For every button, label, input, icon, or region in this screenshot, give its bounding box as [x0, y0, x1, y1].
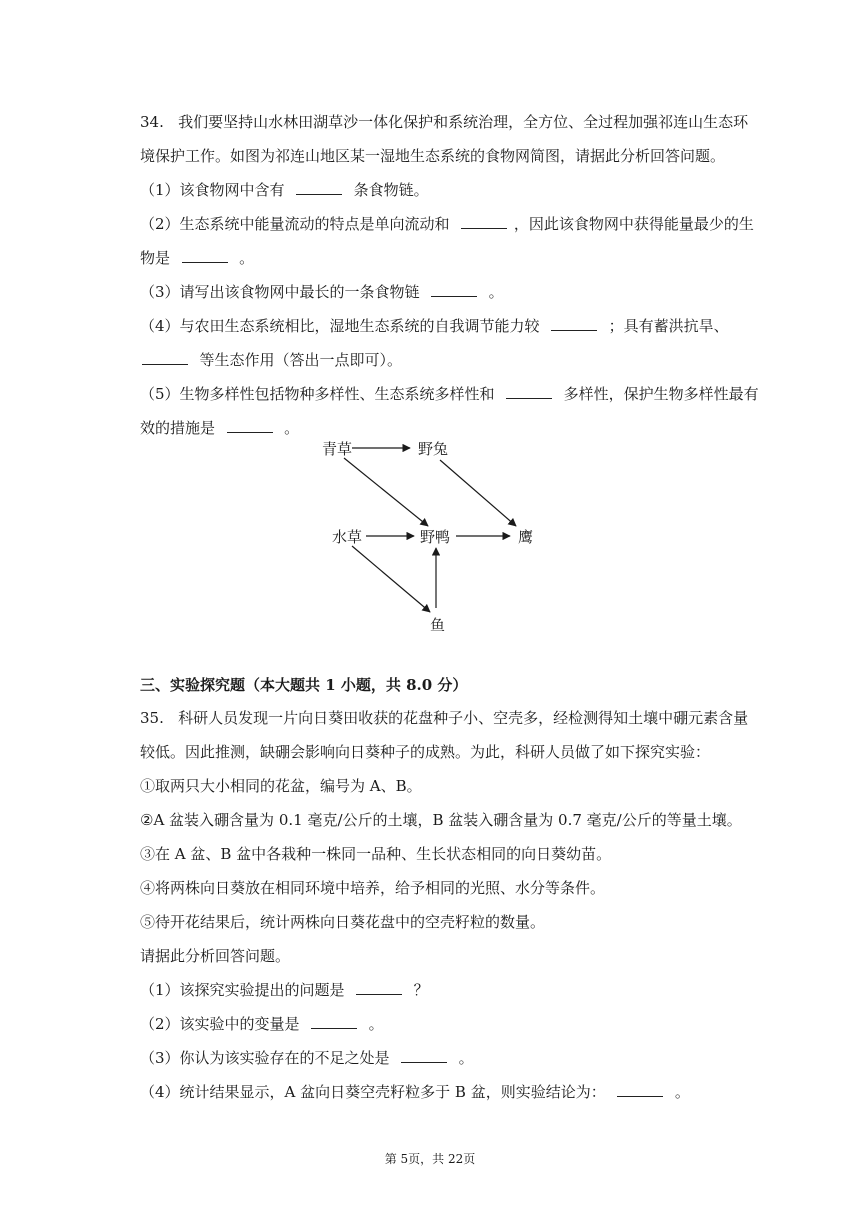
answer-blank: [617, 1082, 663, 1097]
node-yu: 鱼: [430, 616, 446, 634]
q35-part2-end: 。: [368, 1015, 384, 1033]
q35-number: 35.: [140, 709, 164, 727]
q35-ask: 请据此分析回答问题。: [140, 947, 291, 965]
q34-part3: [140, 282, 504, 302]
q34-part4-line2: [140, 350, 402, 370]
q35-part3-text: （3）你认为该实验存在的不足之处是: [140, 1049, 390, 1067]
node-qingcao: 青草: [322, 440, 353, 458]
q35-part3: [140, 1048, 474, 1068]
q35-step-5: ⑤待开花结果后，统计两株向日葵花盘中的空壳籽粒的数量。: [140, 913, 546, 931]
answer-blank: [296, 180, 342, 195]
q34-intro-line2: 境保护工作。如图为祁连山地区某一湿地生态系统的食物网简图，请据此分析回答问题。: [140, 147, 726, 165]
q34-number: 34.: [140, 113, 164, 131]
answer-blank: [227, 418, 273, 433]
node-yeya: 野鸭: [420, 528, 451, 546]
answer-blank: [506, 384, 552, 399]
q34-part4-text-2: 等生态作用（答出一点即可）。: [199, 351, 403, 369]
q34-part5-end: 。: [284, 419, 300, 437]
q34-part2-continue: ，因此该食物网中获得能量最少的生: [513, 215, 754, 233]
q34-part1-suffix: 条食物链。: [353, 181, 429, 199]
q35-part2-text: （2）该实验中的变量是: [140, 1015, 300, 1033]
q35-part2: [140, 1014, 384, 1034]
q34-part2-text-2: 物是: [140, 249, 171, 267]
q34-part5-text: （5）生物多样性包括物种多样性、生态系统多样性和: [140, 385, 495, 403]
answer-blank: [311, 1014, 357, 1029]
answer-blank: [551, 316, 597, 331]
q34-part2-text: （2）生态系统中能量流动的特点是单向流动和: [140, 215, 450, 233]
q34-intro-line1: [140, 112, 748, 132]
q35-intro-text-1: 科研人员发现一片向日葵田收获的花盘种子小、空壳多，经检测得知土壤中硼元素含量: [178, 709, 749, 727]
q35-step-3: ③在 A 盆、B 盆中各栽种一株同一品种、生长状态相同的向日葵幼苗。: [140, 845, 612, 863]
q35-step-1: ①取两只大小相同的花盆，编号为 A、B。: [140, 777, 422, 795]
node-shuicao: 水草: [332, 528, 363, 546]
answer-blank: [142, 350, 188, 365]
q34-part4: [140, 316, 729, 336]
q34-part1: [140, 180, 429, 200]
q34-intro-text-1: 我们要坚持山水林田湖草沙一体化保护和系统治理，全方位、全过程加强祁连山生态环: [178, 113, 749, 131]
q34-part4-continue: ；具有蓄洪抗旱、: [608, 317, 729, 335]
node-ying: 鹰: [518, 528, 534, 546]
answer-blank: [356, 980, 402, 995]
arrow-yetu-ying: [440, 460, 516, 526]
q35-intro-line1: [140, 708, 748, 728]
q34-part3-end: 。: [488, 283, 504, 301]
q34-part2-line2: [140, 248, 254, 268]
arrow-qingcao-yeya: [344, 458, 428, 526]
q34-part5: [140, 384, 759, 404]
q34-part5-line2: [140, 418, 299, 438]
food-web-diagram: [310, 432, 550, 642]
q35-intro-line2: 较低。因此推测，缺硼会影响向日葵种子的成熟。为此，科研人员做了如下探究实验：: [140, 743, 711, 761]
page-footer: 第 5页，共 22页: [384, 1152, 476, 1166]
node-yetu: 野兔: [418, 440, 449, 458]
q34-part4-text: （4）与农田生态系统相比，湿地生态系统的自我调节能力较: [140, 317, 540, 335]
q35-step-2: ②A 盆装入硼含量为 0.1 毫克/公斤的土壤，B 盆装入硼含量为 0.7 毫克/公斤的等量土壤。: [140, 811, 742, 829]
section-3-title: 三、实验探究题（本大题共 1 小题，共 8.0 分）: [140, 676, 468, 694]
q35-part4-text: （4）统计结果显示，A 盆向日葵空壳籽粒多于 B 盆，则实验结论为：: [140, 1083, 606, 1101]
q35-part1-text: （1）该探究实验提出的问题是: [140, 981, 345, 999]
q35-step-4: ④将两株向日葵放在相同环境中培养，给予相同的光照、水分等条件。: [140, 879, 606, 897]
q34-part1-text: （1）该食物网中含有: [140, 181, 285, 199]
q34-part5-continue: 多样性，保护生物多样性最有: [563, 385, 759, 403]
q34-part3-text: （3）请写出该食物网中最长的一条食物链: [140, 283, 420, 301]
q34-part2-end: 。: [239, 249, 255, 267]
answer-blank: [431, 282, 477, 297]
answer-blank: [401, 1048, 447, 1063]
q35-part4: [140, 1082, 690, 1102]
q34-part5-text-2: 效的措施是: [140, 419, 216, 437]
q35-part4-end: 。: [674, 1083, 690, 1101]
q35-part1: [140, 980, 429, 1000]
answer-blank: [461, 214, 507, 229]
q34-part2: [140, 214, 754, 234]
answer-blank: [182, 248, 228, 263]
arrow-shuicao-yu: [352, 546, 430, 612]
q35-part3-end: 。: [458, 1049, 474, 1067]
q35-part1-end: ？: [413, 981, 429, 999]
